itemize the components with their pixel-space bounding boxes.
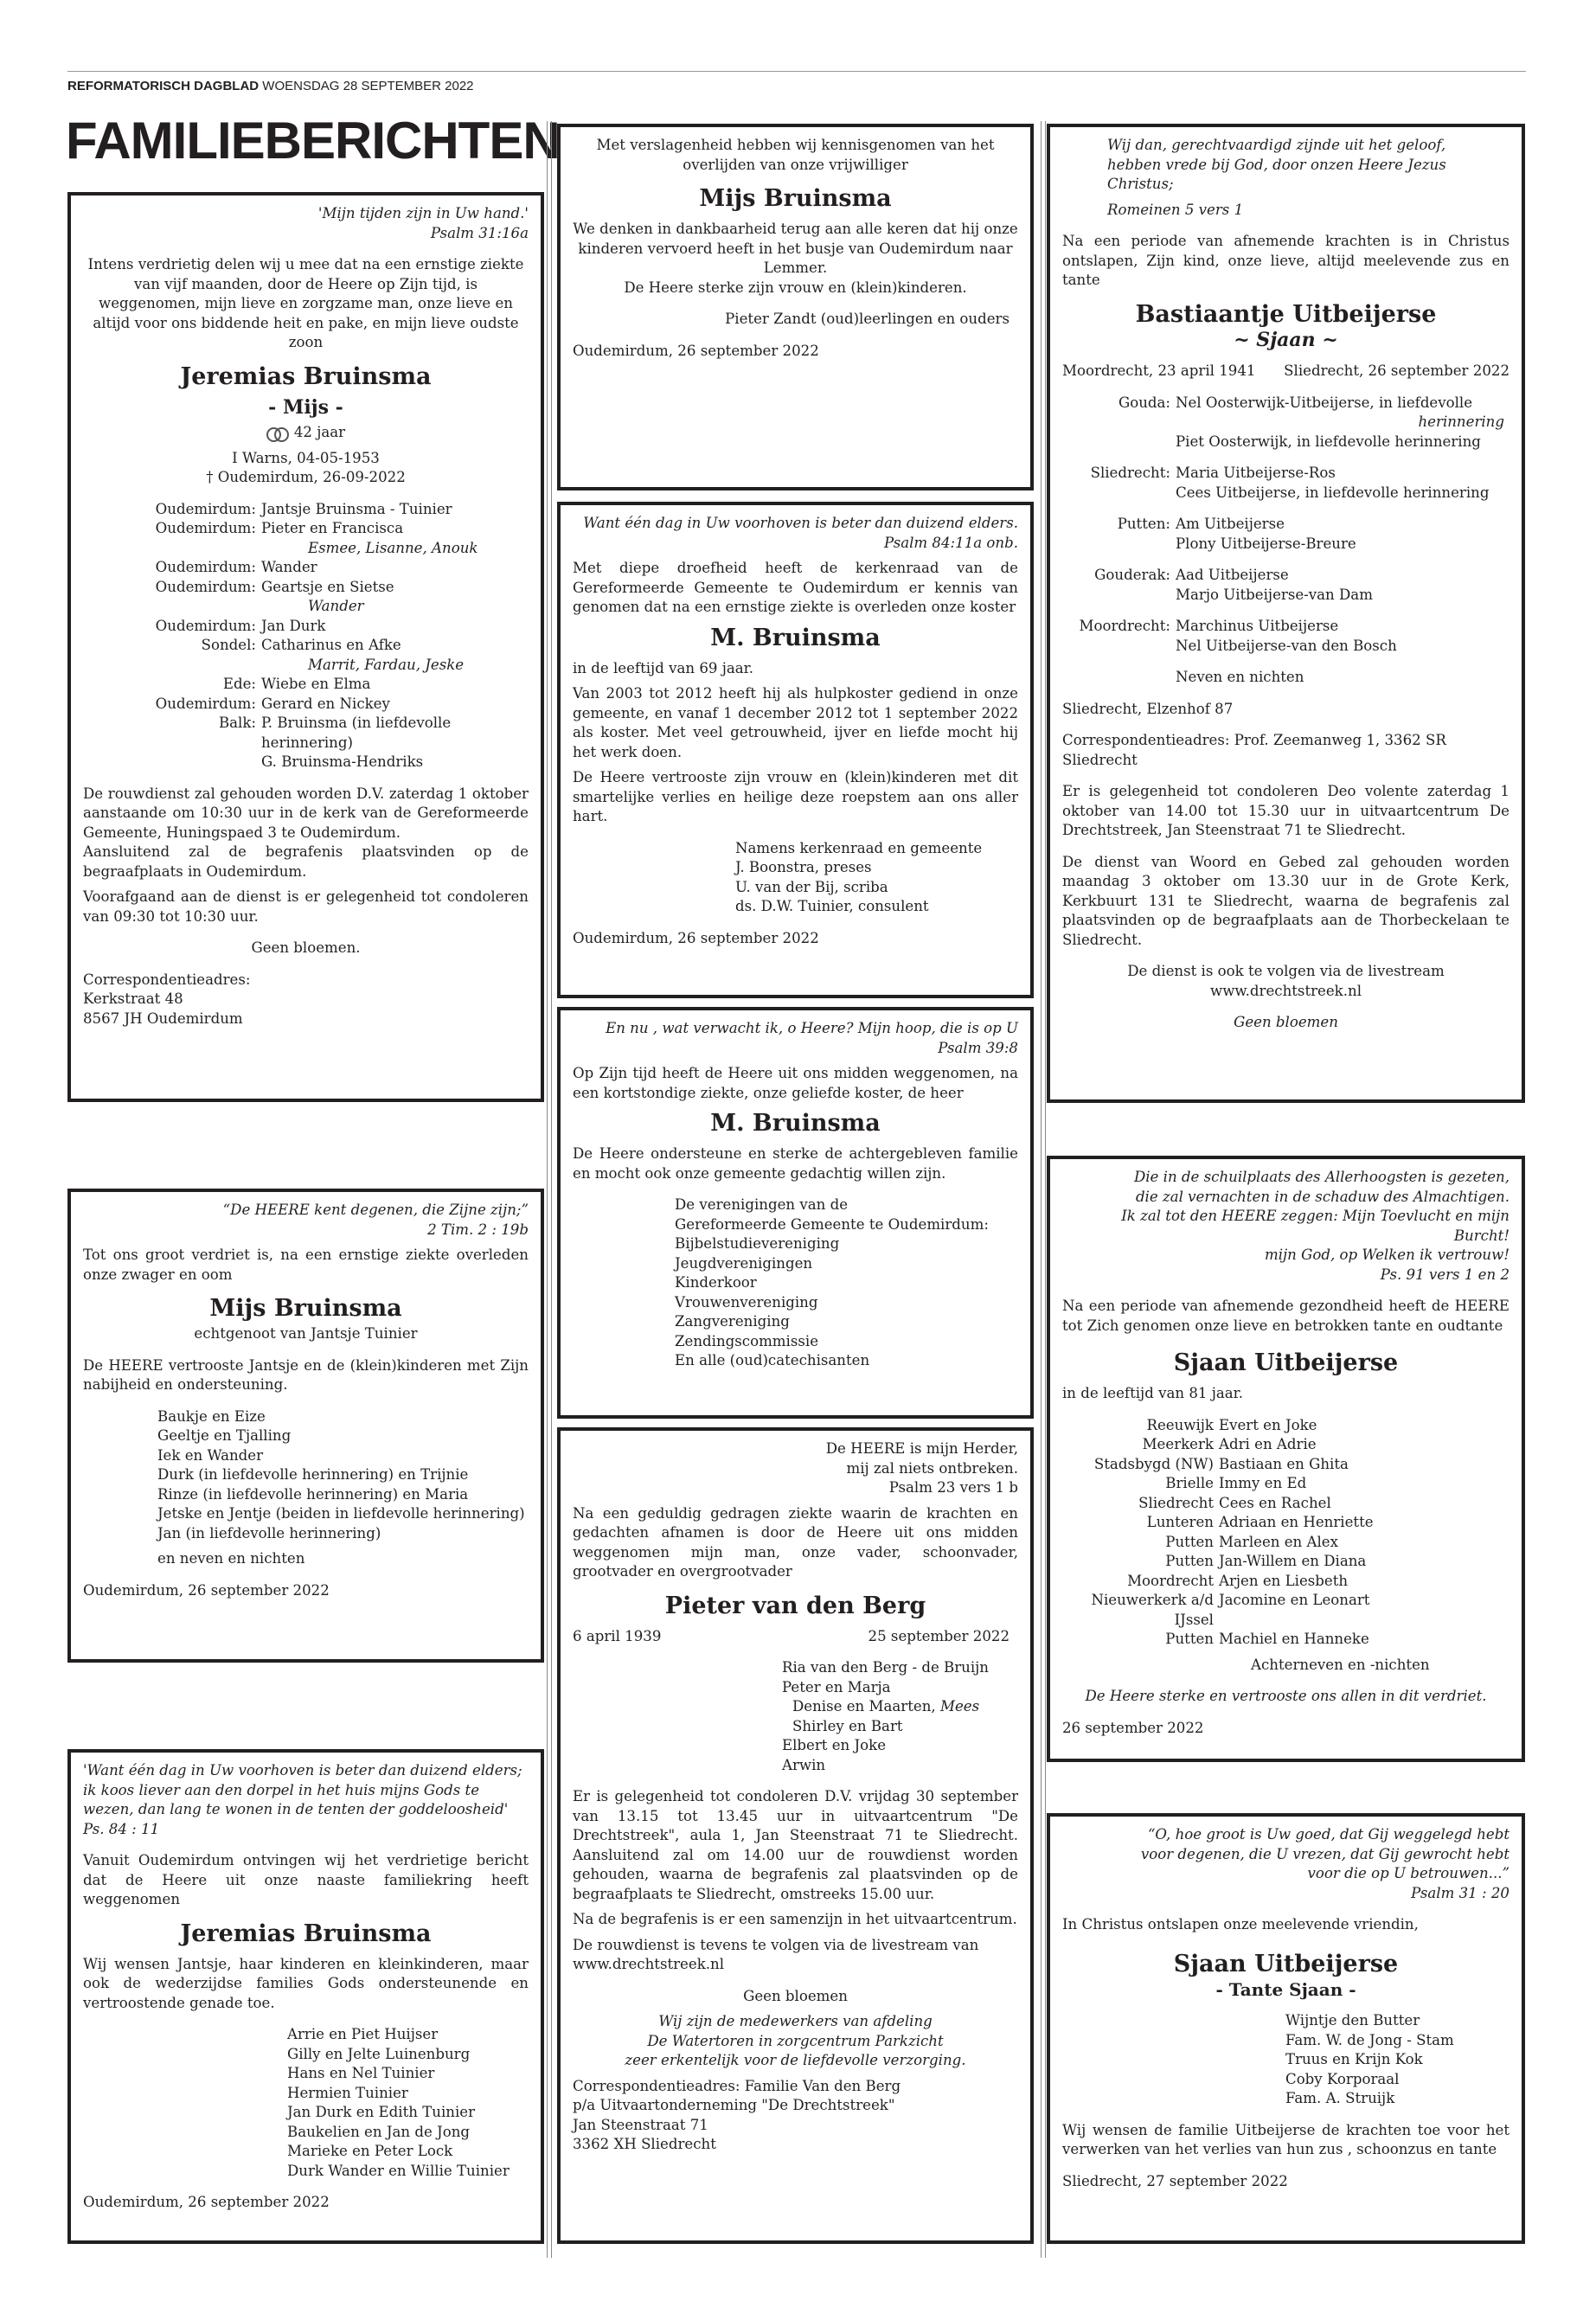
intro-text: Vanuit Oudemirdum ontvingen wij het verdrietige bericht dat de Heere uit onze naaste familiekring heeft weggenomen [83,1852,529,1907]
after-text: Na de begrafenis is er een samenzijn in het uitvaartcentrum. [573,1911,1017,1927]
correspondence: Correspondentieadres: Prof. Zeemanweg 1, 3362 SR Sliedrecht [1062,732,1446,768]
thanks-line-3: zeer erkentelijk voor de liefdevolle verzorging. [625,2052,966,2068]
obituary-mijs-bruinsma-zwager [67,1189,544,1663]
column-divider [1041,121,1046,2258]
age-line [83,423,529,443]
condolence-text: Er is gelegenheid tot condoleren Deo volente zaterdag 1 oktober van 14.00 tot 15.30 uur in uitvaartcentrum De Drechtstreek, Jan Steenstraat 71 te Sliedrecht. [1062,783,1509,838]
age: 42 jaar [293,424,346,440]
wish-text: Wij wensen Jantsje, haar kinderen en kleinkinderen, maar ook de wederzijdse families Gods ondersteunende en vertroostende genade toe. [83,1955,529,2011]
quote-ref: Psalm 31 : 20 [1411,1884,1509,1901]
place-date: Oudemirdum, 26 september 2022 [83,1581,330,1599]
place-date: 26 september 2022 [1062,1719,1204,1736]
correspondence-2: p/a Uitvaartonderneming "De Drechtstreek" [573,2097,895,2113]
correspondence-3: Jan Steenstraat 71 [573,2116,708,2133]
correspondence-label: Correspondentieadres: [83,971,251,988]
death: † Oudemirdum, 26-09-2022 [206,469,406,485]
intro-text: Na een periode van afnemende gezondheid heeft de HEERE tot Zich genomen onze lieve en betrokken tante en oudtante [1062,1298,1509,1334]
deceased-name: Pieter van den Berg [664,1592,926,1619]
livestream-text: De rouwdienst is tevens te volgen via de livestream van www.drechtstreek.nl [573,1936,979,1972]
livestream-line-2: www.drechtstreek.nl [1209,982,1362,999]
quote: “O, hoe groot is Uw goed, dat Gij weggelegd hebt voor degenen, die U vrezen, dat Gij gewrocht hebt voor die op U betrouwen...” [1140,1826,1509,1881]
comfort-text: De Heere vertrooste zijn vrouw en (klein)kinderen met dit smartelijke verlies en heilige deze roepstem aan ons aller hart. [573,769,1018,824]
service-text: De rouwdienst zal gehouden worden D.V. zaterdag 1 oktober aanstaande om 10:30 uur in de kerk van de Gereformeerde Gemeente, Huningspaed 3 te Oudemirdum. [83,785,529,841]
intro-text: Op Zijn tijd heeft de Heere uit ons midden weggenomen, na een kortstondige ziekte, onze geliefde koster, de heer [573,1065,1018,1101]
dates [573,1627,1018,1647]
deceased-name: M. Bruinsma [710,1110,881,1137]
no-flowers: Geen bloemen [1234,1014,1338,1030]
deceased-name: Jeremias Bruinsma [180,362,432,390]
obituary-jeremias-bruinsma-kring [67,1749,544,2244]
quote-ref: Romeinen 5 vers 1 [1107,201,1244,218]
memory-text: We denken in dankbaarheid terug aan alle keren dat hij onze kinderen vervoerd heeft in het busje van Oudemirdum naar Lemmer. [573,221,1018,276]
quote-ref: Psalm 23 vers 1 b [888,1479,1018,1496]
correspondence-4: 3362 XH Sliedrecht [573,2136,716,2152]
quote-ref: Ps. 91 vers 1 en 2 [1380,1266,1509,1283]
obituary-vrijwilliger [557,124,1034,490]
death: 25 september 2022 [868,1627,1010,1644]
intro-text: In Christus ontslapen onze meelevende vriendin, [1062,1916,1419,1932]
nickname: - Mijs - [268,395,343,419]
family-list: Reeuwijk Evert en Joke Meerkerk Adri en Adrie Stadsbygd (NW) Bastiaan en Ghita Brielle Immy en Ed Sliedrecht Cees en Rachel Lunteren Adriaan en Henriette Putten Marleen en Alex Putten Jan-Willem en Diana Moordrecht Arjen en Liesbeth Nieuwerkerk a/d IJssel Jacomine en Leonart Putten Machiel en Hanneke Achterneven en -nichten [1091,1416,1430,1673]
header-rule [67,71,1526,72]
nickname: - Tante Sjaan - [1215,1978,1356,2000]
signed: Pieter Zandt (oud)leerlingen en ouders [725,311,1010,327]
place-date: Oudemirdum, 26 september 2022 [573,342,819,359]
intro-text: Na een geduldig gedragen ziekte waarin de krachten en gedachten afnamen is door de Heere uit ons midden weggenomen mijn man, onze vader, schoonvader, grootvader en overgrootvader [573,1504,1018,1580]
column-divider [547,121,552,2258]
spouse: echtgenoot van Jantsje Tuinier [194,1325,418,1342]
family-list: Baukje en Eize Geeltje en Tjalling Iek en Wander Durk (in liefdevolle herinnering) en Trijnie Rinze (in liefdevolle herinnering) en Maria Jetske en Jentje (beiden in liefdevolle herinnering) Jan (in liefdevolle herinnering) en neven en nichten [157,1407,525,1567]
deceased-name: Sjaan Uitbeijerse [1173,1349,1399,1376]
age: in de leeftijd van 81 jaar. [1062,1385,1244,1401]
wedding-rings-icon [266,427,289,439]
deceased-name: Bastiaantje Uitbeijerse [1135,300,1437,328]
quote: 'Mijn tijden zijn in Uw hand.' [317,205,529,221]
quote-ref: 2 Tim. 2 : 19b [427,1221,529,1238]
page-title: FAMILIEBERICHTEN [66,112,560,170]
quote-ref: Psalm 84:11a onb. [883,534,1018,551]
burial-text: Aansluitend zal de begrafenis plaatsvinden op de begraafplaats in Oudemirdum. [83,843,529,880]
place-date: Oudemirdum, 26 september 2022 [83,2194,330,2210]
quote: Want één dag in Uw voorhoven is beter dan duizend elders. [583,515,1018,531]
issue-date: WOENSDAG 28 SEPTEMBER 2022 [262,79,474,93]
quote: En nu , wat verwacht ik, o Heere? Mijn hoop, die is op U [606,1020,1018,1036]
obituary-jeremias-bruinsma-family [67,192,544,1102]
quote-line-2: die zal vernachten in de schaduw des Almachtigen. [1135,1188,1509,1205]
obituary-sjaan-uitbeijerse-vriendin [1047,1813,1525,2244]
family-list: Wijntje den Butter Fam. W. de Jong - Stam Truus en Krijn Kok Coby Korporaal Fam. A. Struijk [1285,2012,1454,2106]
no-flowers: Geen bloemen. [251,939,361,956]
family-list: Ria van den Berg - de Bruijn Peter en Marja Denise en Maarten, Mees Shirley en Bart Elbert en Joke Arwin [782,1659,989,1773]
nickname: ~ Sjaan ~ [1234,328,1338,351]
comfort-text: De Heere sterke zijn vrouw en (klein)kinderen. [624,279,967,296]
birth: Moordrecht, 23 april 1941 [1062,362,1256,379]
correspondence-1: Correspondentieadres: Familie Van den Berg [573,2077,901,2094]
place-date: Oudemirdum, 26 september 2022 [573,929,819,946]
address: Sliedrecht, Elzenhof 87 [1062,700,1234,717]
quote-line-3: Ik zal tot den HEERE zeggen: Mijn Toevlucht en mijn Burcht! [1121,1208,1509,1244]
obituary-bastiaantje-uitbeijerse [1047,124,1525,1103]
obituary-verenigingen [557,1007,1034,1419]
quote-ref: Psalm 31:16a [430,224,529,241]
service-text: De dienst van Woord en Gebed zal gehouden worden maandag 3 oktober om 13.30 uur in de Grote Kerk, Kerkbuurt 131 te Sliedrecht, waarna de begrafenis zal plaatsvinden op de begraafplaats aan de Thorbeckelaan te Sliedrecht. [1062,853,1509,948]
intro-text: Na een periode van afnemende krachten is in Christus ontslapen, Zijn kind, onze lieve, altijd meelevende zus en tante [1062,233,1509,288]
signatories: Namens kerkenraad en gemeente J. Boonstra, preses U. van der Bij, scriba ds. D.W. Tuinier, consulent [735,839,983,914]
correspondence-city: 8567 JH Oudemirdum [83,1009,243,1027]
deceased-name: Sjaan Uitbeijerse [1173,1950,1399,1977]
birth: I Warns, 04-05-1953 [232,449,380,466]
age: in de leeftijd van 69 jaar. [573,659,754,676]
obituary-sjaan-uitbeijerse-family [1047,1156,1525,1762]
family-list: Gouda: Nel Oosterwijk-Uitbeijerse, in liefdevolle herinnering Piet Oosterwijk, in liefdevolle herinnering Sliedrecht: Maria Uitbeijerse-Ros Cees Uitbeijerse, in liefdevolle herinnering Putten: Am Uitbeijerse Plony Uitbeijerse-Breure Gouderak: Aad Uitbeijerse Marjo Uitbeijerse-van Dam Moordrecht: Marchinus Uitbeijerse Nel Uitbeijerse-van den Bosch Neven en nichten [1079,394,1504,685]
dates [1062,362,1509,381]
quote-line-1: Die in de schuilplaats des Allerhoogsten is gezeten, [1133,1169,1509,1185]
wish-text: Wij wensen de familie Uitbeijerse de krachten toe voor het verwerken van het verlies van hun zus , schoonzus en tante [1062,2121,1509,2157]
condolence-text: Voorafgaand aan de dienst is er gelegenheid tot condoleren van 09:30 tot 10:30 uur. [83,888,529,925]
paper-name: REFORMATORISCH DAGBLAD [67,79,260,93]
obituary-kerkenraad [557,502,1034,998]
quote-ref: Ps. 84 : 11 [83,1820,160,1837]
masthead [67,79,474,93]
signatories: De verenigingen van de Gereformeerde Gemeente te Oudemirdum: Bijbelstudievereniging Jeugdverenigingen Kinderkoor Vrouwenvereniging Zangvereniging Zendingscommissie En alle (oud)catechisanten [675,1196,989,1368]
deceased-name: Mijs Bruinsma [209,1295,402,1322]
intro-text: Intens verdrietig delen wij u mee dat na een ernstige ziekte van vijf maanden, door de Heere op Zijn tijd, is weggenomen, mijn lieve en zorgzame man, onze lieve en altijd voor ons biddende heit en pake, en mijn lieve oudste zoon [87,256,524,350]
intro-text: Met verslagenheid hebben wij kennisgenomen van het overlijden van onze vrijwilliger [596,137,995,173]
thanks-line-2: De Watertoren in zorgcentrum Parkzicht [647,2032,944,2049]
correspondence-street: Kerkstraat 48 [83,990,183,1007]
family-list: Oudemirdum: Jantsje Bruinsma - Tuinier Oudemirdum: Pieter en Francisca Esmee, Lisanne, Anouk Oudemirdum: Wander Oudemirdum: Geartsje en Sietse Wander Oudemirdum: Jan Durk Sondel: Catharinus en Afke Marrit, Fardau, Jeske Ede: Wiebe en Elma Oudemirdum: Gerard en Nickey Balk: P. Bruinsma (in liefdevolle herinnering) G. Bruinsma-Hendriks [155,500,478,770]
quote-line-1: Wij dan, gerechtvaardigd zijnde uit het geloof, [1107,137,1446,153]
condolence-text: Er is gelegenheid tot condoleren D.V. vrijdag 30 september van 13.15 tot 13.45 uur in uitvaartcentrum "De Drechtstreek", aula 1, Jan Steenstraat 71 te Sliedrecht. Aansluitend zal om 14.00 uur de rouwdienst worden gehouden, waarna de begrafenis zal plaatsvinden op de begraafplaats te Sliedrecht, omstreeks 15.00 uur. [573,1788,1018,1902]
deceased-name: Mijs Bruinsma [699,185,892,212]
obituary-pieter-van-den-berg [557,1427,1034,2244]
quote-line-4: mijn God, op Welken ik vertrouw! [1264,1247,1509,1263]
deceased-name: M. Bruinsma [710,624,881,651]
family-list: Arrie en Piet Huijser Gilly en Jelte Luinenburg Hans en Nel Tuinier Hermien Tuinier Jan Durk en Edith Tuinier Baukelien en Jan de Jong Marieke en Peter Lock Durk Wander en Willie Tuinier [287,2026,510,2179]
comfort-text: De HEERE vertrooste Jantsje en de (klein)kinderen met Zijn nabijheid en ondersteuning. [83,1356,529,1393]
death: Sliedrecht, 26 september 2022 [1284,362,1509,379]
intro-text: Tot ons groot verdriet is, na een ernstige ziekte overleden onze zwager en oom [83,1247,529,1283]
deceased-name: Jeremias Bruinsma [180,1920,432,1947]
quote-line-1: De HEERE is mijn Herder, [825,1440,1018,1457]
quote: 'Want één dag in Uw voorhoven is beter dan duizend elders; ik koos liever aan den dorpel in het huis mijns Gods te wezen, dan lang te wonen in de tenten der goddeloosheid' [83,1762,522,1817]
quote-ref: Psalm 39:8 [938,1039,1018,1056]
comfort-text: De Heere ondersteune en sterke de achtergebleven familie en mocht ook onze gemeente gedachtig willen zijn. [573,1145,1018,1182]
quote-line-2: hebben vrede bij God, door onzen Heere Jezus Christus; [1107,156,1446,192]
no-flowers: Geen bloemen [743,1987,848,2004]
place-date: Sliedrecht, 27 september 2022 [1062,2172,1288,2189]
quote: “De HEERE kent degenen, die Zijne zijn;” [222,1202,529,1218]
livestream-line-1: De dienst is ook te volgen via de livestream [1127,963,1445,979]
birth: 6 april 1939 [573,1627,662,1644]
intro-text: Met diepe droefheid heeft de kerkenraad van de Gereformeerde Gemeente te Oudemirdum er kennis van genomen dat na een ernstige ziekte is overleden onze koster [573,560,1018,615]
quote-line-2: mij zal niets ontbreken. [846,1459,1018,1477]
thanks-line-1: Wij zijn de medewerkers van afdeling [658,2013,933,2029]
comfort-text: De Heere sterke en vertrooste ons allen in dit verdriet. [1085,1688,1487,1704]
service-text: Van 2003 tot 2012 heeft hij als hulpkoster gediend in onze gemeente, en vanaf 1 december 2012 tot 1 september 2022 als koster. Met veel getrouwheid, ijver en liefde mocht hij het werk doen. [573,685,1018,760]
